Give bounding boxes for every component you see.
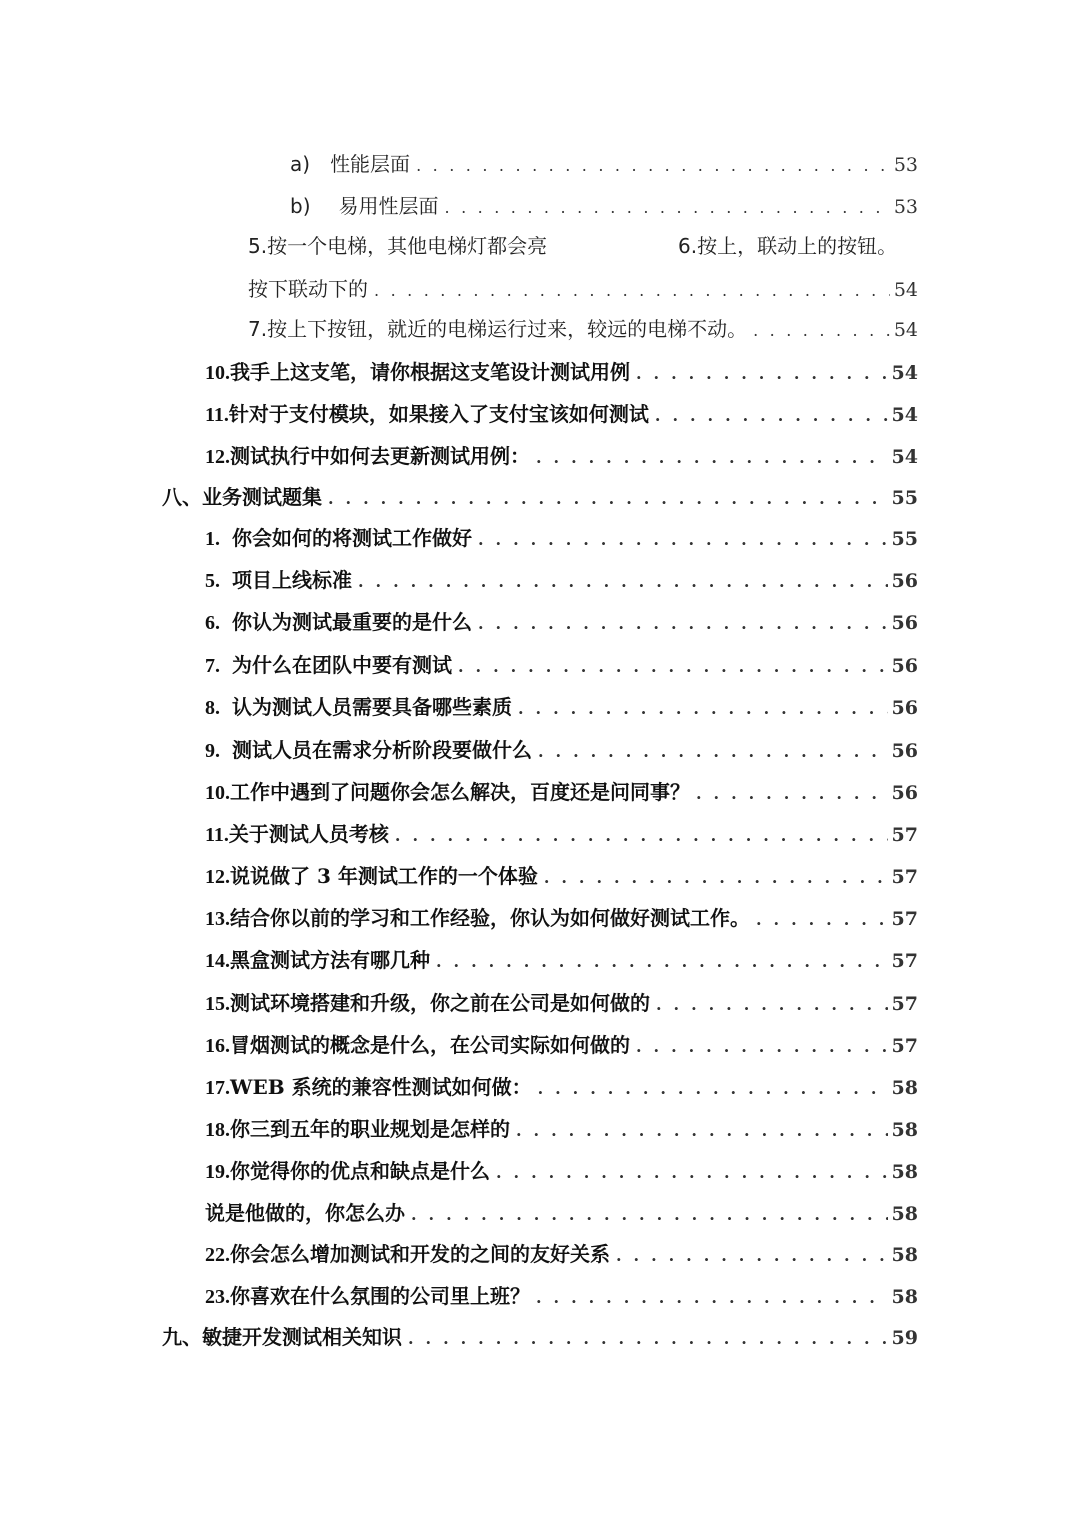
toc-entry[interactable]	[248, 315, 918, 345]
toc-entry[interactable]	[205, 608, 918, 638]
toc-title: 八、业务测试题集	[162, 485, 322, 509]
toc-number: 9.	[205, 740, 220, 762]
toc-number: 7.	[205, 655, 220, 677]
toc-page-number: 54	[893, 279, 918, 301]
toc-number: 18.	[205, 1119, 230, 1141]
dot-leader	[696, 780, 888, 808]
toc-page-number: 54	[891, 446, 918, 468]
dot-leader	[656, 991, 888, 1019]
toc-title: 你喜欢在什么氛围的公司里上班？	[230, 1284, 530, 1308]
toc-number: 11.	[205, 404, 229, 426]
toc-page-number: 56	[891, 697, 918, 719]
toc-number: 8.	[205, 697, 220, 719]
toc-title: 按一个电梯，其他电梯灯都会亮	[267, 234, 548, 258]
toc-entry[interactable]	[205, 1240, 918, 1270]
toc-title: 说是他做的，你怎么办	[205, 1201, 405, 1225]
dot-leader	[616, 1242, 888, 1270]
dot-leader	[458, 653, 888, 681]
toc-number: 22.	[205, 1244, 230, 1266]
dot-leader	[518, 695, 888, 723]
toc-entry[interactable]	[205, 651, 918, 681]
dot-leader	[636, 1033, 888, 1061]
toc-title: 关于测试人员考核	[228, 822, 389, 846]
toc-entry[interactable]	[248, 232, 547, 260]
toc-title: 工作中遇到了问题你会怎么解决，百度还是问同事？	[230, 780, 690, 804]
toc-title: 易用性层面	[338, 194, 439, 218]
dot-leader	[538, 738, 888, 766]
toc-number: 23.	[205, 1286, 230, 1308]
toc-number: 5.	[248, 234, 268, 258]
toc-entry[interactable]	[205, 1115, 918, 1145]
toc-page-number: 54	[893, 319, 918, 341]
toc-title: 针对于支付模块，如果接入了支付宝该如何测试	[228, 402, 649, 426]
toc-title: 按上下按钮，就近的电梯运行过来，较远的电梯不动。	[267, 317, 748, 341]
toc-page-number: 58	[891, 1286, 918, 1308]
toc-entry[interactable]	[205, 1199, 918, 1229]
toc-entry[interactable]	[205, 862, 918, 892]
dot-leader	[496, 1159, 888, 1187]
toc-page-number: 58	[891, 1119, 918, 1141]
dot-leader	[544, 864, 888, 892]
toc-entry[interactable]	[205, 904, 918, 934]
toc-entry[interactable]	[290, 150, 918, 180]
toc-page-number: 57	[891, 824, 918, 846]
toc-title: 为什么在团队中要有测试	[232, 653, 452, 677]
dot-leader	[395, 822, 888, 850]
toc-title: 项目上线标准	[232, 568, 352, 592]
toc-number: 19.	[205, 1161, 230, 1183]
dot-leader	[374, 277, 890, 305]
toc-title: 按上，联动上的按钮。	[697, 234, 898, 258]
toc-title: 你会怎么增加测试和开发的之间的友好关系	[230, 1242, 610, 1266]
toc-entry[interactable]	[205, 693, 918, 723]
dot-leader	[538, 1075, 888, 1103]
toc-entry[interactable]	[205, 736, 918, 766]
toc-page-number: 54	[891, 404, 918, 426]
toc-page-number: 58	[891, 1077, 918, 1099]
toc-title: 按下联动下的	[248, 277, 368, 301]
toc-entry[interactable]	[205, 1073, 918, 1103]
dot-leader	[636, 360, 888, 388]
toc-number: 12.	[205, 866, 230, 888]
toc-number: 12.	[205, 446, 230, 468]
toc-section-heading[interactable]	[162, 483, 918, 513]
dot-leader	[436, 948, 888, 976]
toc-page-number: 53	[893, 196, 918, 218]
dot-leader	[756, 906, 888, 934]
toc-number: 6.	[678, 234, 698, 258]
toc-title: 黑盒测试方法有哪几种	[230, 948, 430, 972]
toc-entry[interactable]	[205, 1031, 918, 1061]
toc-title: 测试执行中如何去更新测试用例：	[230, 444, 530, 468]
toc-entry[interactable]	[205, 400, 918, 430]
toc-number: 14.	[205, 950, 230, 972]
toc-page-number: 58	[891, 1244, 918, 1266]
toc-page-number: 55	[891, 528, 918, 550]
dot-leader	[328, 485, 888, 513]
toc-title: 认为测试人员需要具备哪些素质	[232, 695, 512, 719]
toc-entry[interactable]	[205, 820, 918, 850]
dot-leader	[478, 610, 888, 638]
toc-title: 你认为测试最重要的是什么	[232, 610, 472, 634]
toc-page-number: 57	[891, 1035, 918, 1057]
toc-page-number: 58	[891, 1161, 918, 1183]
toc-title: WEB 系统的兼容性测试如何做：	[230, 1075, 532, 1099]
dot-leader	[416, 152, 890, 180]
dot-leader	[411, 1201, 888, 1229]
toc-number: 17.	[205, 1077, 230, 1099]
dot-leader	[478, 526, 888, 554]
toc-title: 九、敏捷开发测试相关知识	[162, 1325, 402, 1349]
toc-title: 说说做了 3 年测试工作的一个体验	[230, 864, 538, 888]
toc-entry[interactable]	[248, 275, 918, 305]
toc-page-number: 58	[891, 1203, 918, 1225]
toc-page-number: 56	[891, 612, 918, 634]
toc-number: 5.	[205, 570, 220, 592]
dot-leader	[408, 1325, 888, 1353]
toc-title: 测试环境搭建和升级，你之前在公司是如何做的	[230, 991, 650, 1015]
toc-title: 你会如何的将测试工作做好	[232, 526, 472, 550]
toc-entry[interactable]	[205, 946, 918, 976]
toc-title: 你觉得你的优点和缺点是什么	[230, 1159, 490, 1183]
toc-number: 10.	[205, 782, 230, 804]
toc-number: 15.	[205, 993, 230, 1015]
toc-page-number: 59	[891, 1327, 918, 1349]
toc-page-number: 54	[891, 362, 918, 384]
toc-entry[interactable]	[205, 1157, 918, 1187]
toc-entry[interactable]	[205, 566, 918, 596]
toc-page-number: 56	[891, 740, 918, 762]
dot-leader	[516, 1117, 888, 1145]
toc-number: a)	[290, 152, 311, 176]
dot-leader	[536, 444, 888, 472]
toc-title: 你三到五年的职业规划是怎样的	[230, 1117, 510, 1141]
toc-entry[interactable]	[205, 778, 918, 808]
dot-leader	[536, 1284, 888, 1312]
toc-page-number: 57	[891, 950, 918, 972]
toc-number: b)	[290, 194, 311, 218]
toc-title: 冒烟测试的概念是什么，在公司实际如何做的	[230, 1033, 630, 1057]
toc-number: 1.	[205, 528, 220, 550]
toc-page-number: 56	[891, 570, 918, 592]
toc-number: 11.	[205, 824, 229, 846]
toc-page-number: 57	[891, 866, 918, 888]
toc-page-number: 56	[891, 655, 918, 677]
toc-number: 10.	[205, 362, 230, 384]
dot-leader	[655, 402, 888, 430]
dot-leader	[358, 568, 888, 596]
toc-number: 6.	[205, 612, 220, 634]
toc-entry[interactable]	[205, 358, 918, 388]
toc-title: 性能层面	[330, 152, 411, 176]
dot-leader	[753, 317, 890, 345]
toc-page-number: 56	[891, 782, 918, 804]
toc-number: 16.	[205, 1035, 230, 1057]
toc-title: 结合你以前的学习和工作经验，你认为如何做好测试工作。	[230, 906, 750, 930]
toc-entry[interactable]	[290, 192, 918, 222]
toc-page-number: 53	[893, 154, 918, 176]
toc-number: 7.	[248, 317, 268, 341]
toc-page-number: 57	[891, 908, 918, 930]
toc-entry[interactable]	[205, 989, 918, 1019]
toc-section-heading[interactable]	[162, 1323, 918, 1353]
toc-entry[interactable]	[678, 232, 897, 260]
toc-entry[interactable]	[205, 524, 918, 554]
toc-page-number: 57	[891, 993, 918, 1015]
toc-entry[interactable]	[205, 442, 918, 472]
toc-number: 13.	[205, 908, 230, 930]
toc-page-number: 55	[891, 487, 918, 509]
dot-leader	[445, 194, 890, 222]
toc-title: 我手上这支笔，请你根据这支笔设计测试用例	[230, 360, 630, 384]
toc-title: 测试人员在需求分析阶段要做什么	[232, 738, 532, 762]
toc-entry[interactable]	[205, 1282, 918, 1312]
